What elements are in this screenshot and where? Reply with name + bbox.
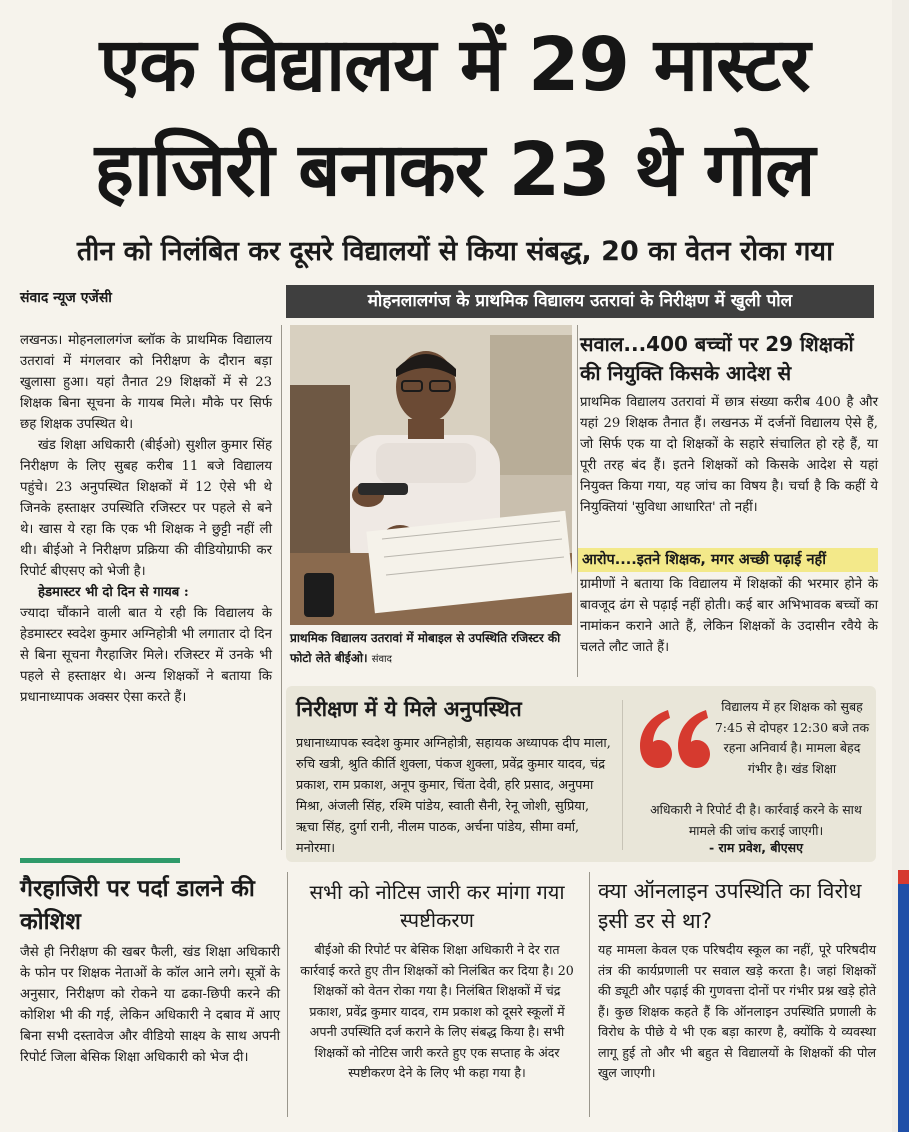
page-edge-ad-accent	[898, 870, 909, 884]
inspection-photo	[290, 325, 572, 625]
bottom-1-title: गैरहाजिरी पर पर्दा डालने की कोशिश	[20, 876, 255, 935]
left-subtitle: हेडमास्टर भी दो दिन से गायब :	[38, 585, 189, 600]
bottom-2-title: सभी को नोटिस जारी कर मांगा गया स्पष्टीकरण	[309, 880, 565, 932]
absent-title: निरीक्षण में ये मिले अनुपस्थित	[296, 697, 522, 721]
agency-byline: संवाद न्यूज एजेंसी	[20, 290, 112, 306]
bottom-1-body: जैसे ही निरीक्षण की खबर फैली, खंड शिक्षा अधिकारी के फोन पर शिक्षक नेताओं के कॉल आने लगे। सूत्रों के अनुसार, निरीक्षण को रोकने या ढका-छिपी करने की कोशिश भी की गई, लेकिन अधिकारी ने दबाव में आए बिना सभी दस्तावेज और वीडियो साक्ष्य के साथ अपनी रिपोर्ट जिला बेसिक शिक्षा अधिकारी को भेज दी।	[20, 945, 280, 1065]
bottom-3-body: यह मामला केवल एक परिषदीय स्कूल का नहीं, पूरे परिषदीय तंत्र की कार्यप्रणाली पर सवाल खड़े करता है। जहां शिक्षकों की ड्यूटी और पढ़ाई की गुणवत्ता दोनों पर गंभीर प्रश्न खड़े होते हैं। कुछ शिक्षक कहते हैं कि ऑनलाइन उपस्थिति प्रणाली के विरोध के पीछे ये भी एक बड़ा कारण है, क्योंकि ये व्यवस्था लागू हुई तो और भी बहुत से विद्यालयों के शिक्षकों की पोल खुल जाएगी।	[598, 942, 876, 1080]
section-banner: मोहनलालगंज के प्राथमिक विद्यालय उतरावां के निरीक्षण में खुली पोल	[286, 285, 874, 318]
left-column	[20, 330, 272, 708]
allegation-body: ग्रामीणों ने बताया कि विद्यालय में शिक्षकों की भरमार होने के बावजूद ढंग से पढ़ाई नहीं होती। कई बार अभिभावक बच्चों का नामांकन कराने आते हैं, लेकिन शिक्षकों के उदासीन रवैये के चलते लौट जाते हैं।	[580, 577, 878, 655]
photo-credit: संवाद	[371, 654, 392, 665]
question-title: सवाल...400 बच्चों पर 29 शिक्षकों की नियुक्ति किसके आदेश से	[580, 332, 854, 385]
section-rule	[20, 858, 180, 863]
photo-caption	[290, 628, 572, 670]
quote-text-2: अधिकारी ने रिपोर्ट दी है। कार्रवाई करने के साथ मामले की जांच कराई जाएगी।	[650, 802, 862, 838]
column-divider	[577, 325, 578, 677]
bottom-2-body: बीईओ की रिपोर्ट पर बेसिक शिक्षा अधिकारी ने देर रात कार्रवाई करते हुए तीन शिक्षकों को निलंबित कर दिया है। 20 शिक्षकों को वेतन रोका गया है। निलंबित शिक्षकों में चंद्र प्रकाश, प्रवेंद्र कुमार यादव, राम प्रकाश को दूसरे स्कूलों में अपनी उपस्थिति दर्ज कराने के लिए संबद्ध किया है। सभी शिक्षकों को नोटिस जारी करते हुए एक सप्ताह के अंदर स्पष्टीकरण देने के लिए भी कहा गया है।	[300, 942, 574, 1080]
photo-illustration	[290, 325, 572, 625]
quote-author: - राम प्रवेश, बीएसए	[708, 840, 804, 855]
quote-mark-icon	[632, 690, 712, 780]
bottom-3-title: क्या ऑनलाइन उपस्थिति का विरोध इसी डर से था?	[598, 879, 862, 933]
left-paragraph-1: लखनऊ। मोहनलालगंज ब्लॉक के प्राथमिक विद्यालय उतरावां में मंगलवार को निरीक्षण के दौरान बड़ा खुलासा हुआ। यहां तैनात 29 शिक्षकों में से 23 शिक्षक बिना सूचना के गायब मिले। मौके पर सिर्फ छह शिक्षक उपस्थित थे।	[20, 333, 272, 432]
box-divider	[622, 700, 623, 850]
subheadline: तीन को निलंबित कर दूसरे विद्यालयों से किया संबद्ध, 20 का वेतन रोका गया	[76, 236, 834, 267]
page-edge-ad	[898, 870, 909, 1132]
headline-line-1: एक विद्यालय में 29 मास्टर	[99, 22, 810, 108]
left-paragraph-3: ज्यादा चौंकाने वाली बात ये रही कि विद्यालय के हेडमास्टर स्वदेश कुमार अग्निहोत्री भी लगातार दो दिन से बिना सूचना गैरहाजिर मिले। रजिस्टर में उनके भी पहले से हस्ताक्षर थे। अन्य शिक्षकों ने बताया कि प्रधानाध्यापक अक्सर ऐसा करते हैं।	[20, 606, 272, 705]
question-body: प्राथमिक विद्यालय उतरावां में छात्र संख्या करीब 400 है और यहां 29 शिक्षक तैनात हैं। लखनऊ में दर्जनों विद्यालय ऐसे हैं, जो सिर्फ एक या दो शिक्षकों के सहारे संचालित हो रहे हैं, या पूरी तरह बंद हैं। इतने शिक्षकों को किसके आदेश से यहां नियुक्त किया गया, यह जांच का विषय है। चर्चा है कि कहीं ये नियुक्तियां 'सुविधा आधारित' तो नहीं।	[580, 395, 878, 515]
column-divider	[287, 872, 288, 1117]
column-divider	[281, 325, 282, 850]
allegation-title: आरोप....इतने शिक्षक, मगर अच्छी पढ़ाई नहीं	[578, 548, 878, 572]
left-paragraph-2: खंड शिक्षा अधिकारी (बीईओ) सुशील कुमार सिंह निरीक्षण के लिए सुबह करीब 11 बजे विद्यालय पहुंचे। 23 अनुपस्थित शिक्षकों में 12 ऐसे भी थे जिनके हस्ताक्षर उपस्थिति रजिस्टर पर पहले से बने थे। खास ये रहा कि एक भी शिक्षक ने छुट्टी नहीं ली थी। बीईओ ने निरीक्षण प्रक्रिया की वीडियोग्राफी कर रिपोर्ट बीएसए को भेजी है।	[20, 438, 272, 579]
headline-line-2: हाजिरी बनाकर 23 थे गोल	[94, 127, 815, 213]
column-divider	[589, 872, 590, 1117]
quote-text-1: विद्यालय में हर शिक्षक को सुबह 7:45 से दोपहर 12:30 बजे तक रहना अनिवार्य है। मामला बेहद गंभीर है। खंड शिक्षा	[714, 699, 870, 776]
absent-list: प्रधानाध्यापक स्वदेश कुमार अग्निहोत्री, सहायक अध्यापक दीप माला, रुचि खत्री, श्रुति कीर्ति शुक्ला, पंकज शुक्ला, प्रवेंद्र कुमार यादव, चंद्र प्रकाश, राम प्रकाश, अनूप कुमार, चिंता देवी, हरि प्रसाद, अनुपमा मिश्रा, अंजली सिंह, रश्मि पांडेय, स्वाती सैनी, रेनू जोशी, सुप्रिया, ऋचा सिंह, दुर्गा रानी, नीलम पाठक, अर्चना पांडेय, सीमा वर्मा, मनोरमा।	[296, 736, 611, 856]
photo-caption-text: प्राथमिक विद्यालय उतरावां में मोबाइल से उपस्थिति रजिस्टर की फोटो लेते बीईओ।	[290, 631, 561, 665]
